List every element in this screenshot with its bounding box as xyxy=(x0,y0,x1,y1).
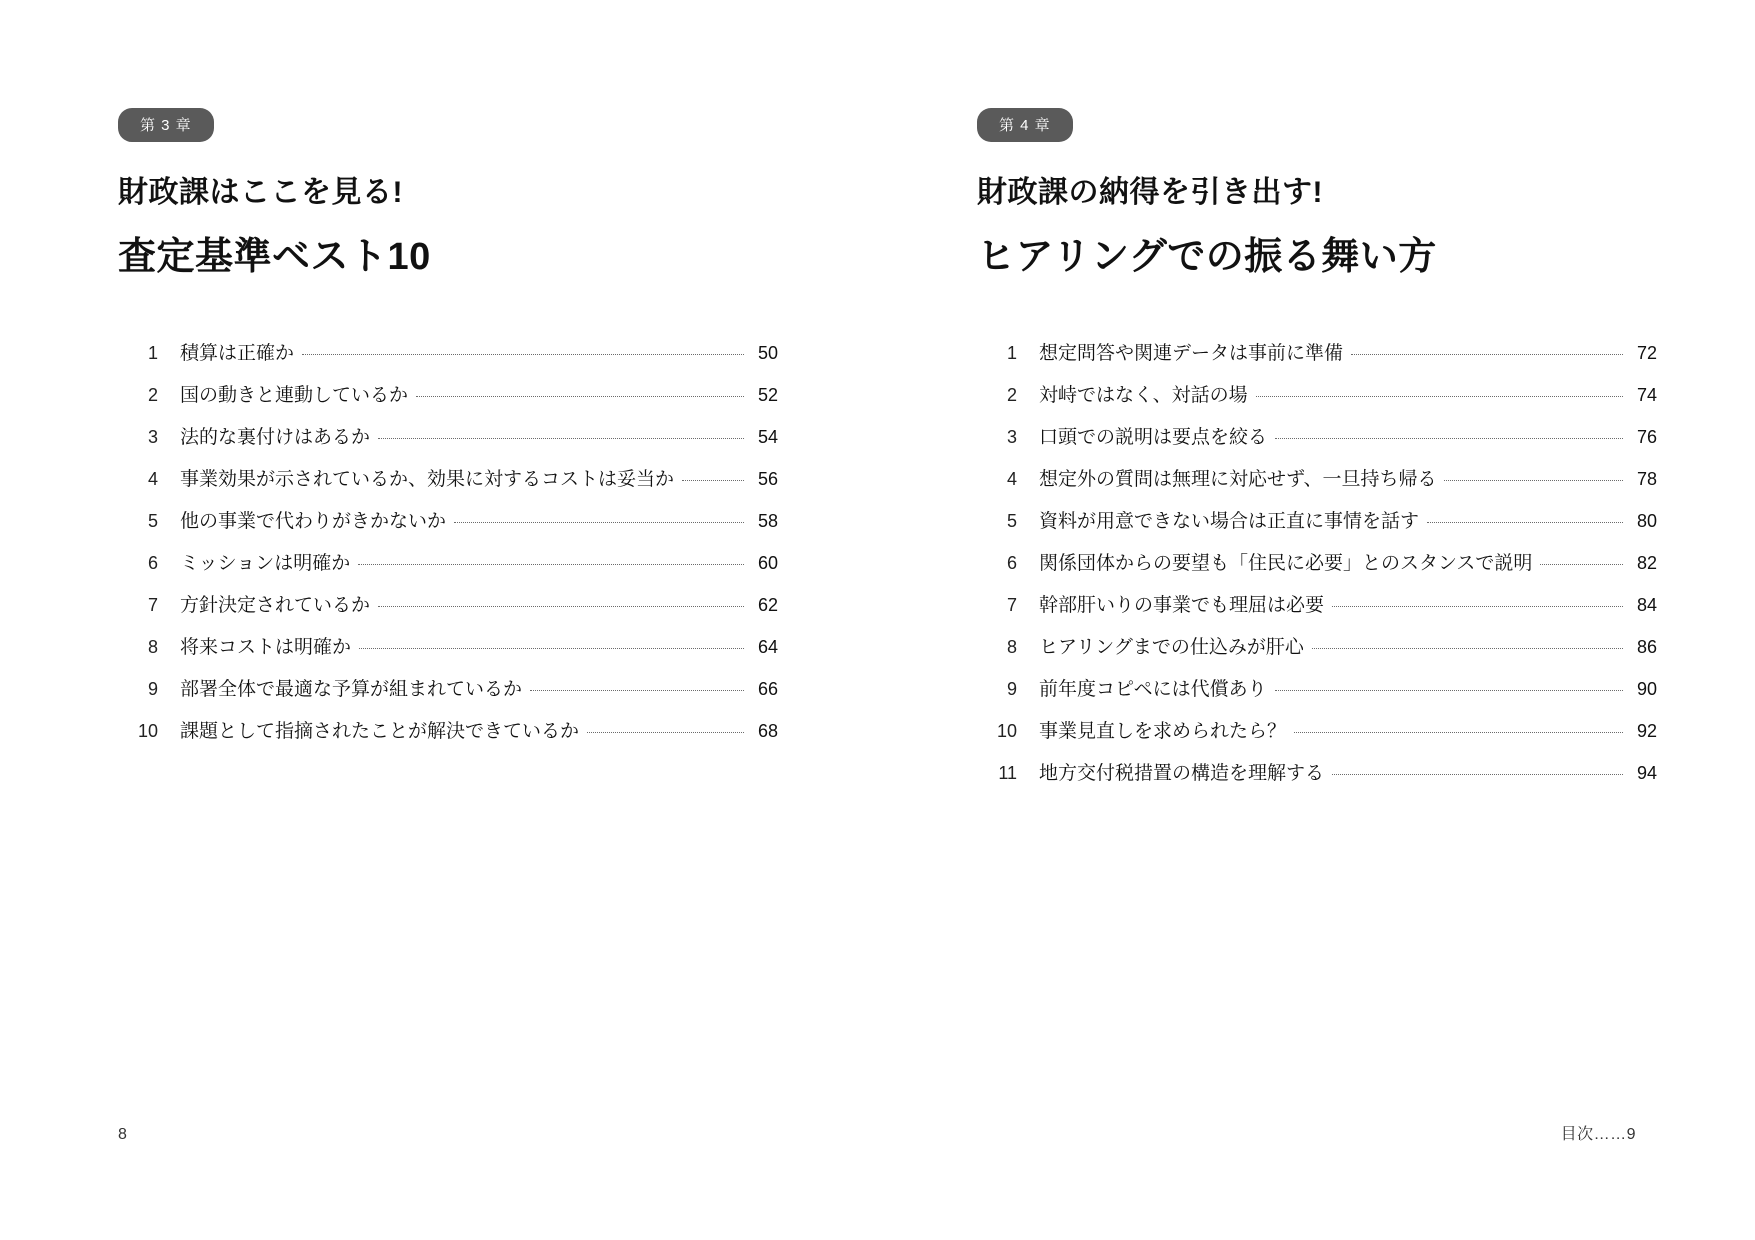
toc-item-label: 想定外の質問は無理に対応せず、一旦持ち帰る xyxy=(1039,468,1437,490)
toc-item-label: 事業効果が示されているか、効果に対するコストは妥当か xyxy=(180,468,675,490)
list-item[interactable] xyxy=(977,752,1657,794)
toc-item-page: 54 xyxy=(757,426,778,447)
list-item[interactable] xyxy=(977,668,1657,710)
toc-item-page: 56 xyxy=(757,468,778,489)
list-item[interactable] xyxy=(118,710,778,752)
toc-item-number: 3 xyxy=(147,426,158,447)
list-item[interactable] xyxy=(118,332,778,374)
toc-item-number: 8 xyxy=(1006,636,1017,657)
toc-leader-dots xyxy=(1332,774,1623,775)
toc-item-number: 9 xyxy=(1006,678,1017,699)
toc-item-number: 8 xyxy=(147,636,158,657)
toc-item-number: 5 xyxy=(147,510,158,531)
toc-item-label: 対峙ではなく、対話の場 xyxy=(1039,384,1248,406)
toc-item-page: 80 xyxy=(1636,510,1657,531)
list-item[interactable] xyxy=(118,416,778,458)
toc-item-page: 94 xyxy=(1636,762,1657,783)
toc-leader-dots xyxy=(1444,480,1623,481)
toc-leader-dots xyxy=(587,732,744,733)
toc-item-page: 50 xyxy=(757,342,778,363)
toc-item-page: 58 xyxy=(757,510,778,531)
page-title-left-line2: 査定基準ベスト10 xyxy=(118,236,431,278)
toc-leader-dots xyxy=(359,648,744,649)
toc-item-page: 74 xyxy=(1636,384,1657,405)
list-item[interactable] xyxy=(118,668,778,710)
toc-item-page: 78 xyxy=(1636,468,1657,489)
page-left xyxy=(0,0,877,1240)
toc-item-label: 積算は正確か xyxy=(180,342,295,364)
toc-item-number: 11 xyxy=(998,762,1017,783)
toc-item-label: 法的な裏付けはあるか xyxy=(180,426,371,448)
list-item[interactable] xyxy=(118,458,778,500)
toc-item-page: 52 xyxy=(757,384,778,405)
toc-item-page: 60 xyxy=(757,552,778,573)
toc-item-page: 68 xyxy=(757,720,778,741)
left-content xyxy=(118,108,778,752)
page-title-left-line1: 財政課はここを見る! xyxy=(118,176,403,209)
toc-item-number: 6 xyxy=(147,552,158,573)
toc-item-page: 84 xyxy=(1636,594,1657,615)
toc-leader-dots xyxy=(358,564,744,565)
chapter-tag-left: 第 3 章 xyxy=(118,108,214,142)
toc-item-label: 他の事業で代わりがきかないか xyxy=(180,510,447,532)
toc-item-number: 4 xyxy=(1006,468,1017,489)
folio-right: 目次……9 xyxy=(1560,1126,1636,1143)
toc-leader-dots xyxy=(682,480,744,481)
list-item[interactable] xyxy=(977,710,1657,752)
toc-leader-dots xyxy=(1275,438,1623,439)
toc-item-label: 部署全体で最適な予算が組まれているか xyxy=(180,678,523,700)
toc-item-label: 地方交付税措置の構造を理解する xyxy=(1039,762,1325,784)
toc-item-number: 6 xyxy=(1006,552,1017,573)
toc-item-label: 幹部肝いりの事業でも理屈は必要 xyxy=(1039,594,1325,616)
toc-item-number: 2 xyxy=(1006,384,1017,405)
list-item[interactable] xyxy=(977,416,1657,458)
list-item[interactable] xyxy=(977,542,1657,584)
toc-leader-dots xyxy=(1312,648,1623,649)
toc-item-number: 5 xyxy=(1006,510,1017,531)
toc-item-label: 口頭での説明は要点を絞る xyxy=(1039,426,1268,448)
list-item[interactable] xyxy=(977,458,1657,500)
toc-item-page: 92 xyxy=(1636,720,1657,741)
toc-leader-dots xyxy=(1275,690,1623,691)
folio-left: 8 xyxy=(118,1126,127,1143)
list-item[interactable] xyxy=(118,542,778,584)
list-item[interactable] xyxy=(977,332,1657,374)
toc-item-label: 事業見直しを求められたら？ xyxy=(1039,720,1287,742)
toc-item-page: 66 xyxy=(757,678,778,699)
list-item[interactable] xyxy=(118,500,778,542)
toc-leader-dots xyxy=(454,522,744,523)
toc-item-number: 3 xyxy=(1006,426,1017,447)
toc-item-number: 2 xyxy=(147,384,158,405)
list-item[interactable] xyxy=(977,374,1657,416)
toc-leader-dots xyxy=(1351,354,1623,355)
toc-item-number: 1 xyxy=(147,342,158,363)
toc-item-label: 想定問答や関連データは事前に準備 xyxy=(1039,342,1344,364)
toc-item-label: ヒアリングまでの仕込みが肝心 xyxy=(1039,636,1304,658)
toc-leader-dots xyxy=(1294,732,1623,733)
list-item[interactable] xyxy=(977,584,1657,626)
toc-item-number: 9 xyxy=(147,678,158,699)
toc-item-label: 関係団体からの要望も「住民に必要」とのスタンスで説明 xyxy=(1039,552,1533,574)
toc-item-label: 国の動きと連動しているか xyxy=(180,384,409,406)
toc-item-label: 方針決定されているか xyxy=(180,594,371,616)
toc-item-number: 1 xyxy=(1006,342,1017,363)
toc-leader-dots xyxy=(1427,522,1623,523)
toc-item-number: 7 xyxy=(1006,594,1017,615)
list-item[interactable] xyxy=(977,500,1657,542)
toc-item-page: 86 xyxy=(1636,636,1657,657)
toc-item-number: 4 xyxy=(147,468,158,489)
toc-item-page: 82 xyxy=(1636,552,1657,573)
toc-item-page: 62 xyxy=(757,594,778,615)
toc-item-page: 72 xyxy=(1636,342,1657,363)
toc-item-number: 7 xyxy=(147,594,158,615)
chapter-tag-right: 第 4 章 xyxy=(977,108,1073,142)
page-title-right-line2: ヒアリングでの振る舞い方 xyxy=(977,236,1437,278)
toc-leader-dots xyxy=(1540,564,1623,565)
toc-item-number: 10 xyxy=(137,720,158,741)
toc-item-label: 将来コストは明確か xyxy=(180,636,352,658)
toc-item-label: 前年度コピペには代償あり xyxy=(1039,678,1267,700)
toc-item-page: 90 xyxy=(1636,678,1657,699)
toc-leader-dots xyxy=(378,438,744,439)
toc-leader-dots xyxy=(378,606,744,607)
toc-item-label: 資料が用意できない場合は正直に事情を話す xyxy=(1039,510,1420,532)
toc-item-label: 課題として指摘されたことが解決できているか xyxy=(180,720,580,742)
page-title-right-line1: 財政課の納得を引き出す! xyxy=(977,176,1323,209)
toc-list-left xyxy=(118,332,778,752)
list-item[interactable] xyxy=(118,374,778,416)
toc-leader-dots xyxy=(1332,606,1623,607)
list-item[interactable] xyxy=(118,584,778,626)
list-item[interactable] xyxy=(118,626,778,668)
toc-list-right xyxy=(977,332,1657,794)
toc-item-page: 76 xyxy=(1636,426,1657,447)
toc-item-number: 10 xyxy=(996,720,1017,741)
toc-leader-dots xyxy=(416,396,744,397)
list-item[interactable] xyxy=(977,626,1657,668)
toc-item-page: 64 xyxy=(757,636,778,657)
page-right xyxy=(877,0,1754,1240)
right-content xyxy=(977,108,1657,794)
toc-leader-dots xyxy=(302,354,744,355)
toc-item-label: ミッションは明確か xyxy=(180,552,351,574)
toc-leader-dots xyxy=(530,690,744,691)
toc-leader-dots xyxy=(1256,396,1623,397)
